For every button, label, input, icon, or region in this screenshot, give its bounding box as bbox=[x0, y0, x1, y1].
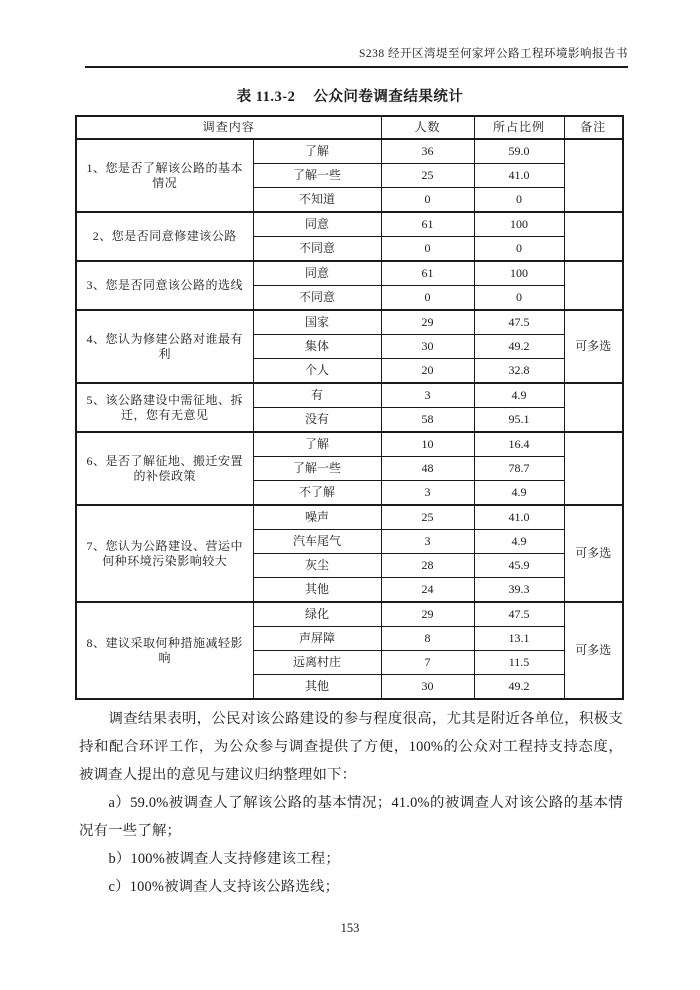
table-title-label: 表 11.3-2 bbox=[236, 89, 296, 105]
percent-cell: 95.1 bbox=[474, 408, 564, 433]
paragraph-summary: 调查结果表明，公民对该公路建设的参与程度很高，尤其是附近各单位，积极支持和配合环评工作，为公众参与调查提供了方便，100%的公众对工程持支持态度，被调查人提出的意见与建议归纳整理如下： bbox=[79, 711, 623, 783]
table-title-text: 公众问卷调查结果统计 bbox=[313, 89, 464, 105]
option-cell: 了解一些 bbox=[253, 457, 381, 481]
percent-cell: 49.2 bbox=[474, 335, 564, 359]
list-item-a: a）59.0%被调查人了解该公路的基本情况；41.0%的被调查人对该公路的基本情况有一些了解； bbox=[79, 795, 623, 839]
list-item-c: c）100%被调查人支持该公路选线； bbox=[108, 879, 340, 895]
option-cell: 不同意 bbox=[253, 237, 381, 262]
option-cell: 不知道 bbox=[253, 188, 381, 213]
col-header-survey-content: 调查内容 bbox=[76, 116, 381, 139]
option-cell: 绿化 bbox=[253, 602, 381, 627]
option-cell: 同意 bbox=[253, 212, 381, 237]
percent-cell: 0 bbox=[474, 286, 564, 311]
option-cell: 灰尘 bbox=[253, 554, 381, 578]
remark-cell bbox=[564, 432, 623, 505]
table-row bbox=[76, 432, 623, 457]
option-cell: 不同意 bbox=[253, 286, 381, 311]
option-cell: 了解 bbox=[253, 139, 381, 164]
option-cell: 远离村庄 bbox=[253, 651, 381, 675]
remark-cell: 可多选 bbox=[564, 310, 623, 383]
option-cell: 声屏障 bbox=[253, 627, 381, 651]
option-cell: 其他 bbox=[253, 675, 381, 700]
table-header-row bbox=[76, 116, 623, 139]
count-cell: 36 bbox=[381, 139, 474, 164]
option-cell: 了解一些 bbox=[253, 164, 381, 188]
percent-cell: 32.8 bbox=[474, 359, 564, 384]
percent-cell: 41.0 bbox=[474, 505, 564, 530]
question-cell: 4、您认为修建公路对谁最有利 bbox=[76, 310, 253, 383]
percent-cell: 47.5 bbox=[474, 310, 564, 335]
body-text bbox=[79, 705, 623, 901]
question-cell: 1、您是否了解该公路的基本情况 bbox=[76, 139, 253, 212]
count-cell: 7 bbox=[381, 651, 474, 675]
option-cell: 了解 bbox=[253, 432, 381, 457]
count-cell: 48 bbox=[381, 457, 474, 481]
header-rule bbox=[85, 66, 628, 68]
option-cell: 国家 bbox=[253, 310, 381, 335]
count-cell: 0 bbox=[381, 286, 474, 311]
option-cell: 没有 bbox=[253, 408, 381, 433]
remark-cell bbox=[564, 261, 623, 310]
option-cell: 同意 bbox=[253, 261, 381, 286]
percent-cell: 59.0 bbox=[474, 139, 564, 164]
question-cell: 3、您是否同意该公路的选线 bbox=[76, 261, 253, 310]
count-cell: 25 bbox=[381, 164, 474, 188]
percent-cell: 78.7 bbox=[474, 457, 564, 481]
count-cell: 25 bbox=[381, 505, 474, 530]
option-cell: 汽车尾气 bbox=[253, 530, 381, 554]
percent-cell: 100 bbox=[474, 212, 564, 237]
percent-cell: 13.1 bbox=[474, 627, 564, 651]
percent-cell: 47.5 bbox=[474, 602, 564, 627]
page-number: 153 bbox=[340, 921, 360, 935]
option-cell: 有 bbox=[253, 383, 381, 408]
remark-cell: 可多选 bbox=[564, 602, 623, 699]
option-cell: 噪声 bbox=[253, 505, 381, 530]
running-head: S238 经开区湾堤至何家坪公路工程环境影响报告书 bbox=[358, 48, 628, 60]
option-cell: 集体 bbox=[253, 335, 381, 359]
survey-table bbox=[75, 115, 624, 700]
question-cell: 5、该公路建设中需征地、拆迁，您有无意见 bbox=[76, 383, 253, 432]
count-cell: 3 bbox=[381, 530, 474, 554]
percent-cell: 45.9 bbox=[474, 554, 564, 578]
option-cell: 不了解 bbox=[253, 481, 381, 506]
count-cell: 24 bbox=[381, 578, 474, 603]
question-cell: 7、您认为公路建设、营运中何种环境污染影响较大 bbox=[76, 505, 253, 602]
table-row bbox=[76, 212, 623, 237]
remark-cell: 可多选 bbox=[564, 505, 623, 602]
percent-cell: 39.3 bbox=[474, 578, 564, 603]
count-cell: 61 bbox=[381, 261, 474, 286]
percent-cell: 4.9 bbox=[474, 383, 564, 408]
table-row bbox=[76, 139, 623, 164]
percent-cell: 49.2 bbox=[474, 675, 564, 700]
table-row bbox=[76, 602, 623, 627]
percent-cell: 41.0 bbox=[474, 164, 564, 188]
remark-cell bbox=[564, 139, 623, 212]
percent-cell: 0 bbox=[474, 237, 564, 262]
question-cell: 2、您是否同意修建该公路 bbox=[76, 212, 253, 261]
percent-cell: 0 bbox=[474, 188, 564, 213]
table-title bbox=[0, 85, 700, 106]
count-cell: 20 bbox=[381, 359, 474, 384]
count-cell: 28 bbox=[381, 554, 474, 578]
col-header-percent: 所占比例 bbox=[474, 116, 564, 139]
count-cell: 61 bbox=[381, 212, 474, 237]
percent-cell: 100 bbox=[474, 261, 564, 286]
count-cell: 3 bbox=[381, 481, 474, 506]
col-header-remark: 备注 bbox=[564, 116, 623, 139]
table-row bbox=[76, 383, 623, 408]
count-cell: 29 bbox=[381, 602, 474, 627]
percent-cell: 16.4 bbox=[474, 432, 564, 457]
percent-cell: 11.5 bbox=[474, 651, 564, 675]
count-cell: 3 bbox=[381, 383, 474, 408]
table-row bbox=[76, 505, 623, 530]
count-cell: 8 bbox=[381, 627, 474, 651]
question-cell: 6、是否了解征地、搬迁安置的补偿政策 bbox=[76, 432, 253, 505]
col-header-count: 人数 bbox=[381, 116, 474, 139]
percent-cell: 4.9 bbox=[474, 481, 564, 506]
count-cell: 29 bbox=[381, 310, 474, 335]
count-cell: 10 bbox=[381, 432, 474, 457]
table-row bbox=[76, 310, 623, 335]
remark-cell bbox=[564, 383, 623, 432]
count-cell: 30 bbox=[381, 675, 474, 700]
count-cell: 30 bbox=[381, 335, 474, 359]
option-cell: 其他 bbox=[253, 578, 381, 603]
percent-cell: 4.9 bbox=[474, 530, 564, 554]
table-row bbox=[76, 261, 623, 286]
remark-cell bbox=[564, 212, 623, 261]
option-cell: 个人 bbox=[253, 359, 381, 384]
list-item-b: b）100%被调查人支持修建该工程； bbox=[108, 851, 340, 867]
question-cell: 8、建议采取何种措施减轻影响 bbox=[76, 602, 253, 699]
count-cell: 0 bbox=[381, 237, 474, 262]
count-cell: 58 bbox=[381, 408, 474, 433]
count-cell: 0 bbox=[381, 188, 474, 213]
